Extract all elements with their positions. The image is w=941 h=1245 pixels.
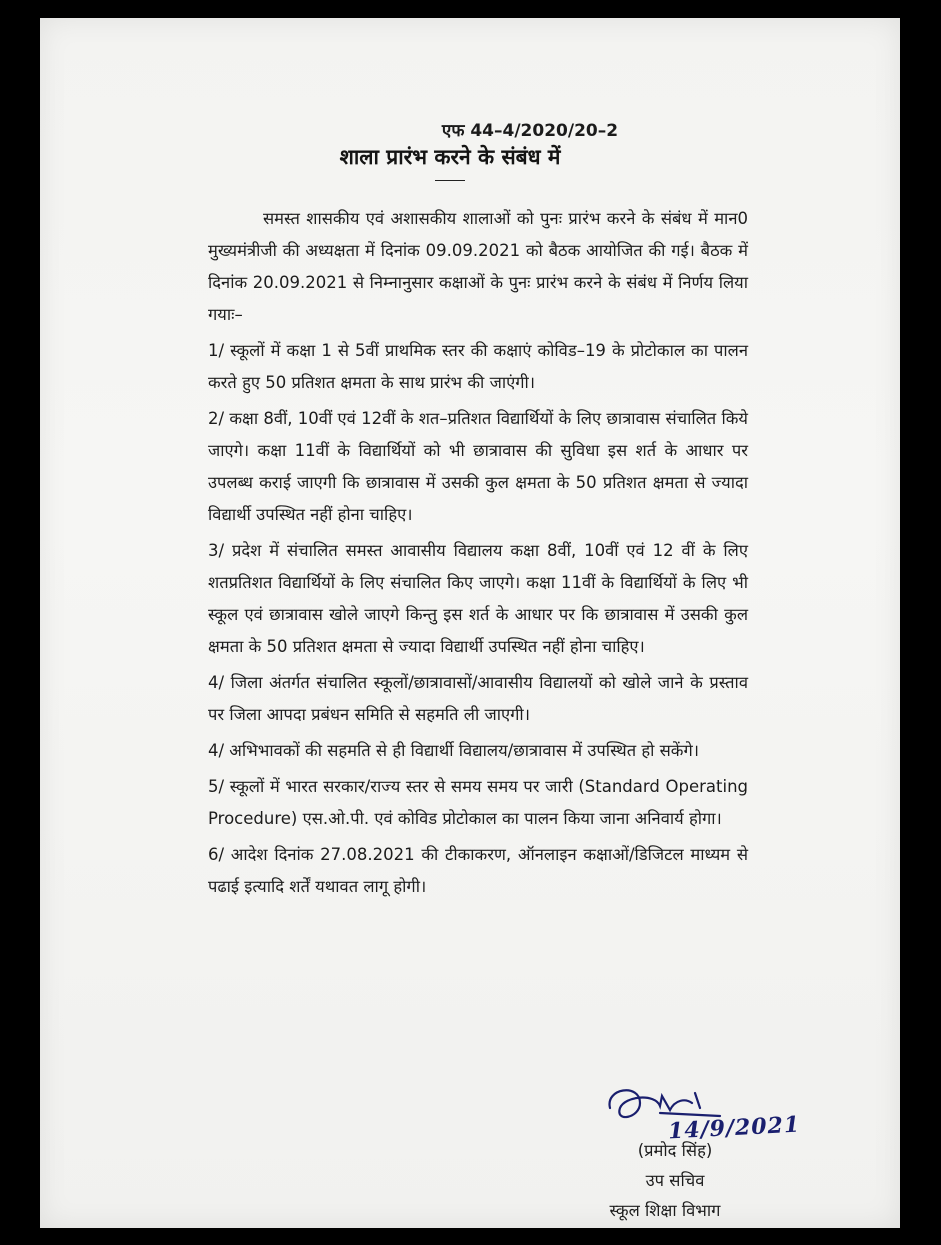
signature-date: 14/9/2021 (667, 1111, 801, 1145)
signatory-department: स्कूल शिक्षा विभाग (609, 1201, 721, 1220)
signatory-designation: उप सचिव (645, 1171, 705, 1190)
clause-4a: 4/ जिला अंतर्गत संचालित स्कूलों/छात्रावासों/आवासीय विद्यालयों को खोले जाने के प्रस्ताव पर जिला आपदा प्रबंधन समिति से सहमति ली जाएगी। (208, 673, 748, 724)
reference-number: एफ 44–4/2020/20–2 (441, 121, 619, 141)
clause-3: 3/ प्रदेश में संचालित समस्त आवासीय विद्यालय कक्षा 8वीं, 10वीं एवं 12 वीं के लिए शतप्रतिशत विद्यार्थियों के लिए संचालित किए जाएगे। कक्षा 11वीं के विद्यार्थियों के लिए भी स्कूल एवं छात्रावास खोले जाएगे किन्तु इस शर्त के आधार पर कि छात्रावास में उसकी कुल क्षमता के 50 प्रतिशत क्षमता से ज्यादा विद्यार्थी उपस्थित नहीं होना चाहिए। (208, 541, 748, 656)
clause-1: 1/ स्कूलों में कक्षा 1 से 5वीं प्राथमिक स्तर की कक्षाएं कोविड–19 के प्रोटोकाल का पालन करते हुए 50 प्रतिशत क्षमता के साथ प्रारंभ की जाएंगी। (208, 341, 748, 392)
document-body (208, 203, 748, 907)
intro-paragraph: समस्त शासकीय एवं अशासकीय शालाओं को पुनः प्रारंभ करने के संबंध में मान0 मुख्यमंत्रीजी की अध्यक्षता में दिनांक 09.09.2021 को बैठक आयोजित की गई। बैठक में दिनांक 20.09.2021 से निम्नानुसार कक्षाओं के पुनः प्रारंभ करने के संबंध में निर्णय लिया गयाः– (208, 209, 748, 324)
clause-5: 5/ स्कूलों में भारत सरकार/राज्य स्तर से समय समय पर जारी (Standard Operating Procedure) एस.ओ.पी. एवं कोविड प्रोटोकाल का पालन किया जाना अनिवार्य होगा। (208, 777, 748, 828)
subject-underline (435, 180, 465, 181)
clause-4b: 4/ अभिभावकों की सहमति से ही विद्यार्थी विद्यालय/छात्रावास में उपस्थित हो सकेंगे। (208, 741, 700, 760)
signatory-block (600, 1136, 750, 1226)
subject-heading: शाला प्रारंभ करने के संबंध में (339, 145, 561, 169)
document-page (40, 18, 900, 1228)
clause-6: 6/ आदेश दिनांक 27.08.2021 की टीकाकरण, ऑनलाइन कक्षाओं/डिजिटल माध्यम से पढाई इत्यादि शर्तें यथावत लागू होगी। (208, 845, 748, 896)
clause-2: 2/ कक्षा 8वीं, 10वीं एवं 12वीं के शत–प्रतिशत विद्यार्थियों के लिए छात्रावास संचालित किये जाएगे। कक्षा 11वीं के विद्यार्थियों को भी छात्रावास की सुविधा इस शर्त के आधार पर उपलब्ध कराई जाएगी कि छात्रावास में उसकी कुल क्षमता के 50 प्रतिशत क्षमता से ज्यादा विद्यार्थी उपस्थित नहीं होना चाहिए। (208, 409, 748, 524)
signatory-name: (प्रमोद सिंह) (637, 1141, 713, 1160)
